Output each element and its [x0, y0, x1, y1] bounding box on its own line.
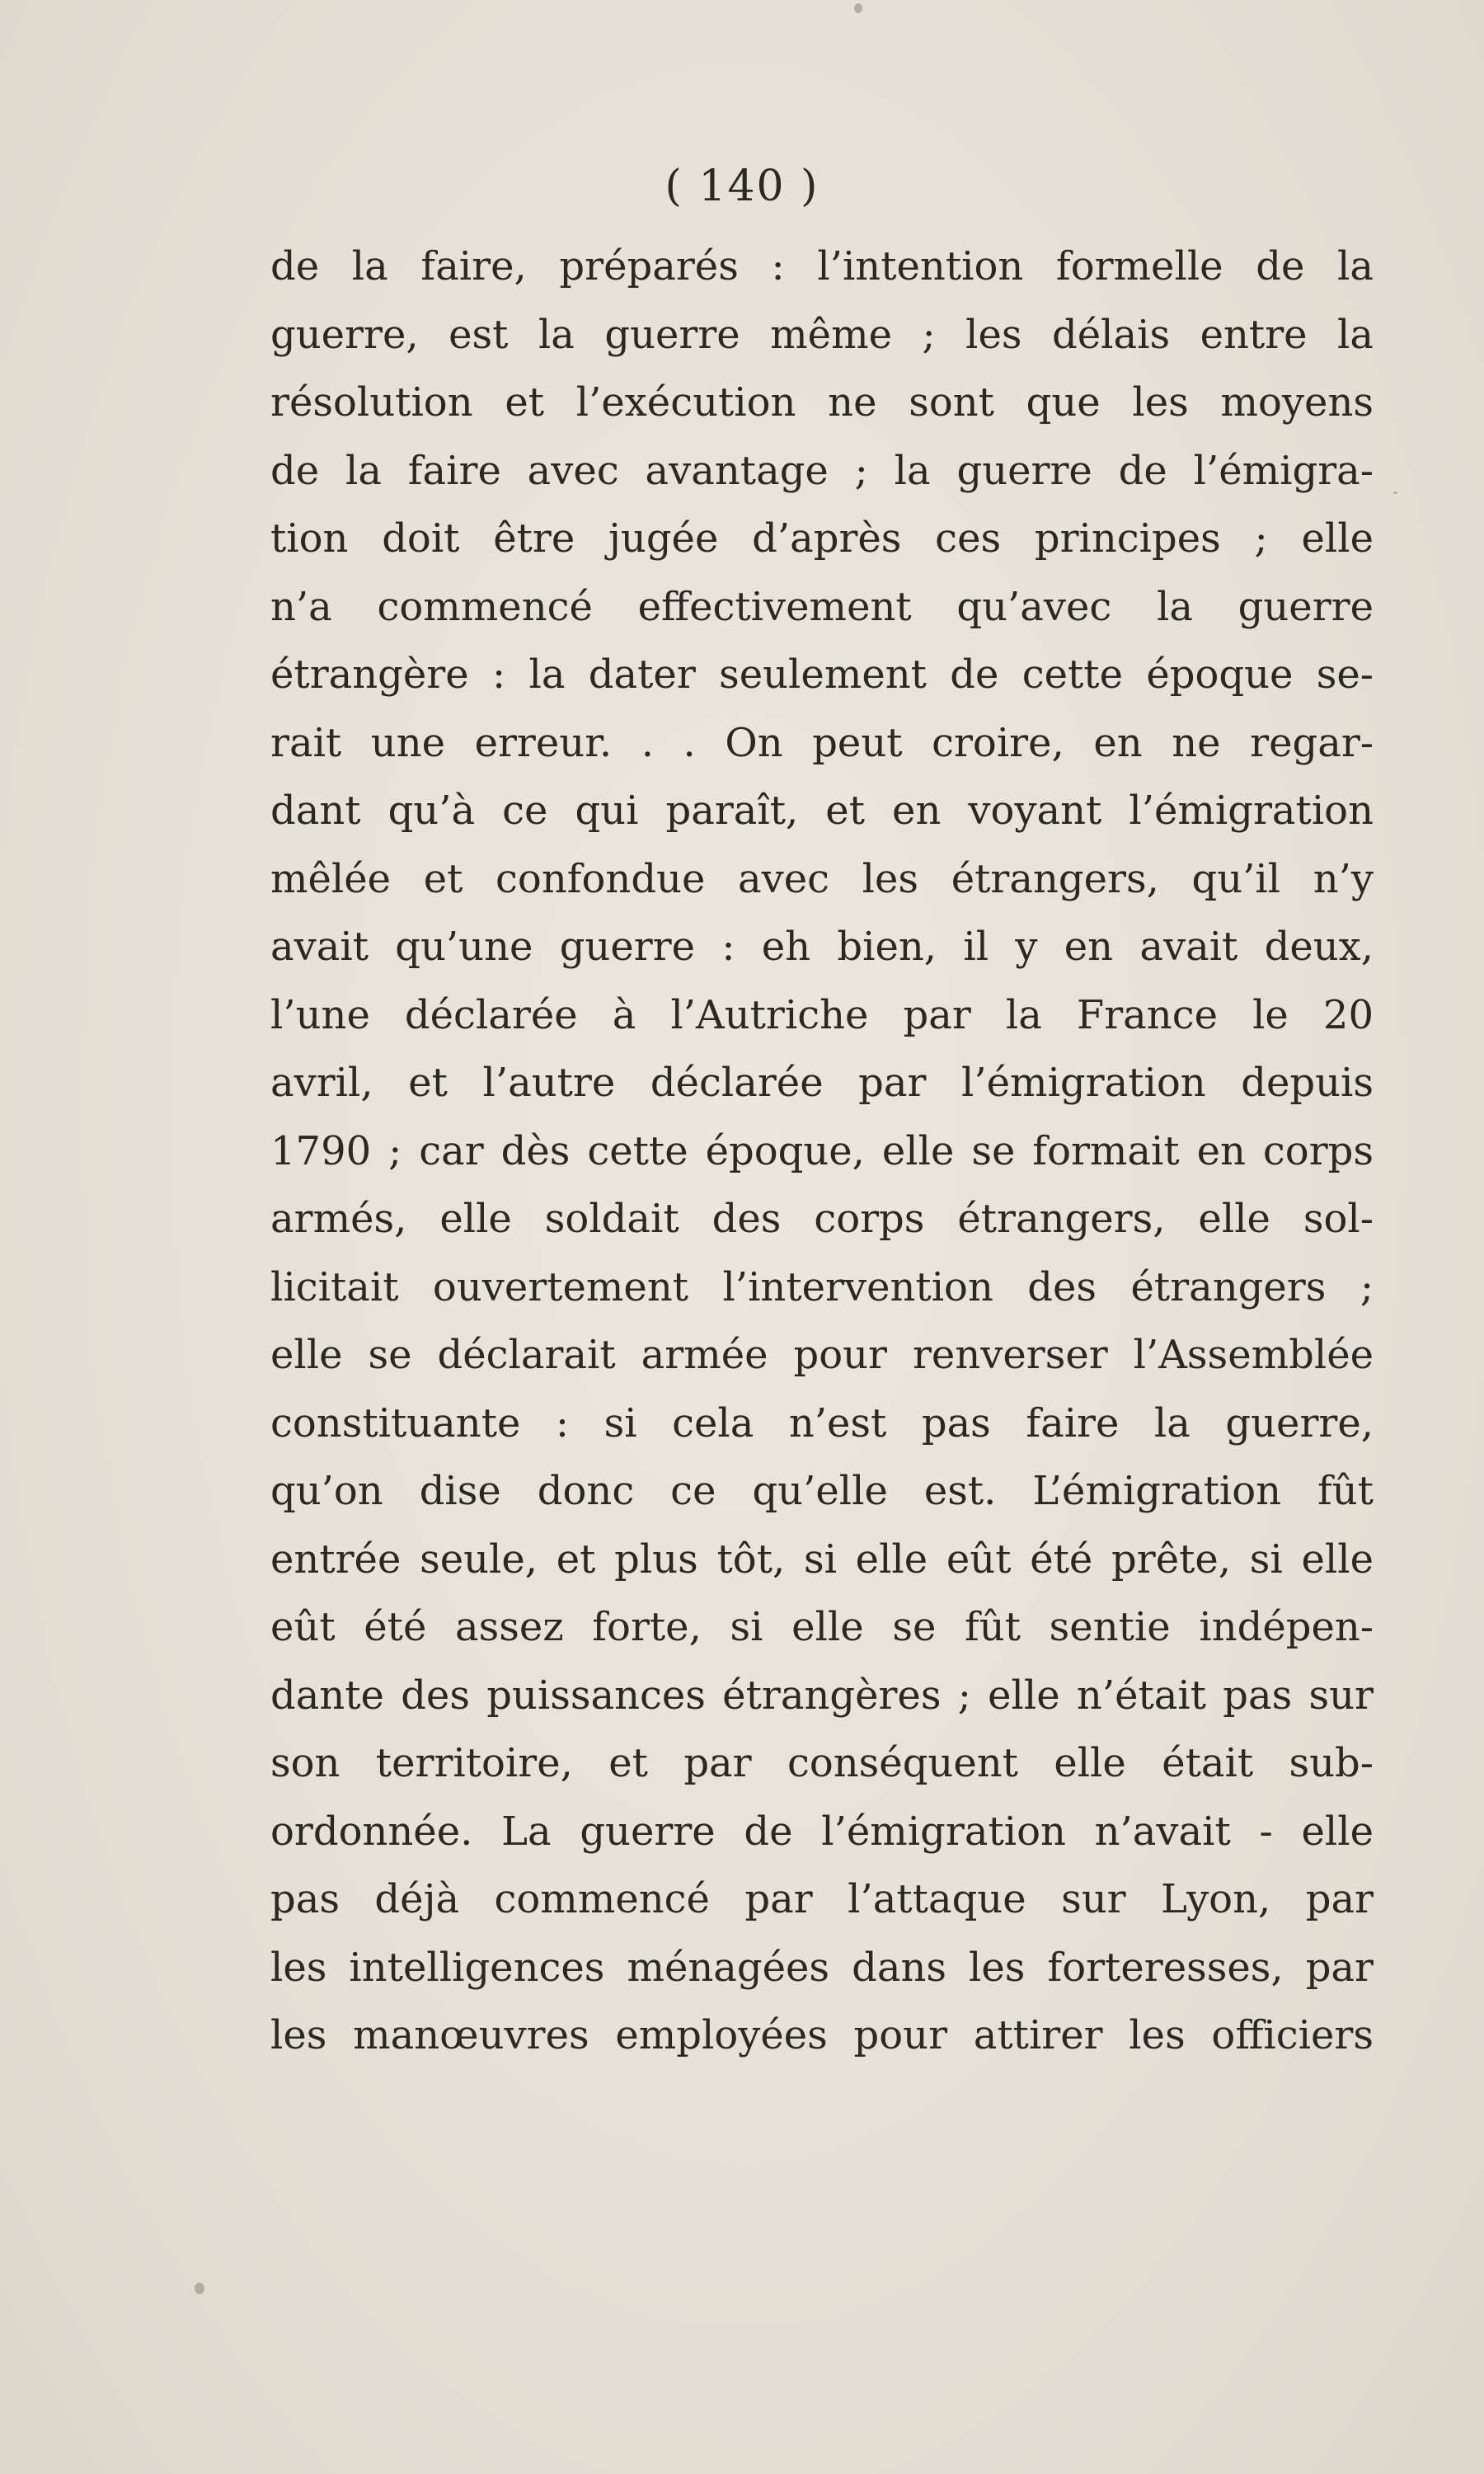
text-line: l’une déclarée à l’Autriche par la France le 20	[270, 991, 1374, 1038]
text-line: avait qu’une guerre : eh bien, il y en avait deux,	[270, 924, 1374, 970]
text-line: ordonnée. La guerre de l’émigration n’avait - elle	[270, 1808, 1374, 1855]
text-line: qu’on dise donc ce qu’elle est. L’émigration fût	[270, 1468, 1374, 1514]
paper-speck	[1393, 492, 1397, 494]
text-line: de la faire avec avantage ; la guerre de l’émigra-	[270, 447, 1374, 494]
paper-speck	[854, 3, 862, 13]
text-line: les manœuvres employées pour attirer les officiers	[270, 2012, 1374, 2058]
paper-speck	[195, 2283, 204, 2294]
text-line: entrée seule, et plus tôt, si elle eût été prête, si elle	[270, 1536, 1374, 1583]
text-line: n’a commencé effectivement qu’avec la guerre	[270, 583, 1374, 630]
text-line: avril, et l’autre déclarée par l’émigration depuis	[270, 1060, 1374, 1106]
text-line: tion doit être jugée d’après ces principes ; elle	[270, 515, 1374, 562]
text-line: rait une erreur. . . On peut croire, en ne regar-	[270, 719, 1374, 766]
text-line: résolution et l’exécution ne sont que les moyens	[270, 379, 1374, 426]
text-line: dant qu’à ce qui paraît, et en voyant l’émigration	[270, 788, 1374, 834]
text-line: étrangère : la dater seulement de cette époque se-	[270, 651, 1374, 698]
text-line: son territoire, et par conséquent elle était sub-	[270, 1740, 1374, 1786]
text-line: eût été assez forte, si elle se fût sentie indépen-	[270, 1604, 1374, 1650]
text-line: les intelligences ménagées dans les forteresses, par	[270, 1944, 1374, 1991]
text-line: elle se déclarait armée pour renverser l’Assemblée	[270, 1332, 1374, 1378]
text-line: pas déjà commencé par l’attaque sur Lyon, par	[270, 1876, 1374, 1922]
text-line: mêlée et confondue avec les étrangers, qu’il n’y	[270, 855, 1374, 902]
text-line: 1790 ; car dès cette époque, elle se formait en corps	[270, 1127, 1374, 1174]
text-line: de la faire, préparés : l’intention formelle de la	[270, 243, 1374, 289]
text-line: licitait ouvertement l’intervention des étrangers ;	[270, 1263, 1374, 1310]
page-number: ( 140 )	[665, 162, 819, 211]
text-line: armés, elle soldait des corps étrangers, elle sol-	[270, 1196, 1374, 1242]
text-line: dante des puissances étrangères ; elle n’était pas sur	[270, 1672, 1374, 1719]
body-text	[270, 233, 1374, 2070]
text-line: constituante : si cela n’est pas faire la guerre,	[270, 1399, 1374, 1446]
text-line: guerre, est la guerre même ; les délais entre la	[270, 311, 1374, 358]
